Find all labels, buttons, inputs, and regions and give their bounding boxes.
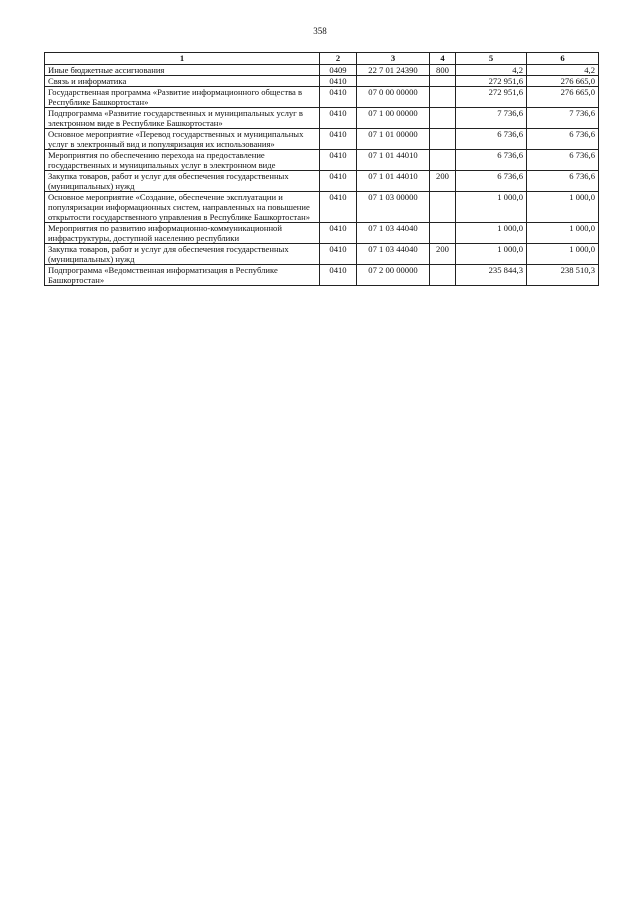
row-type <box>430 87 456 108</box>
row-name: Основное мероприятие «Создание, обеспечение эксплуатации и популяризации информационных систем, направленных на повышение открытости государственного управления в Республике Башкортостан» <box>45 192 320 223</box>
row-value-5: 235 844,3 <box>456 265 527 286</box>
row-section: 0410 <box>320 265 357 286</box>
row-type: 800 <box>430 65 456 76</box>
page-number: 358 <box>313 26 327 36</box>
row-value-6: 4,2 <box>527 65 599 76</box>
row-section: 0410 <box>320 192 357 223</box>
row-value-6: 1 000,0 <box>527 244 599 265</box>
row-type <box>430 108 456 129</box>
row-section: 0410 <box>320 171 357 192</box>
table-row <box>45 223 599 244</box>
row-target: 07 1 01 00000 <box>357 129 430 150</box>
row-name: Закупка товаров, работ и услуг для обеспечения государственных (муниципальных) нужд <box>45 244 320 265</box>
row-section: 0409 <box>320 65 357 76</box>
row-value-5: 4,2 <box>456 65 527 76</box>
table-row <box>45 265 599 286</box>
row-value-5: 272 951,6 <box>456 76 527 87</box>
row-target: 22 7 01 24390 <box>357 65 430 76</box>
header-cell-1: 1 <box>45 53 320 65</box>
row-name: Основное мероприятие «Перевод государственных и муниципальных услуг в электронный вид и популяризация их использования» <box>45 129 320 150</box>
row-value-6: 1 000,0 <box>527 192 599 223</box>
row-type <box>430 129 456 150</box>
row-name: Мероприятия по развитию информационно-коммуникационной инфраструктуры, доступной населению республики <box>45 223 320 244</box>
row-name: Закупка товаров, работ и услуг для обеспечения государственных (муниципальных) нужд <box>45 171 320 192</box>
row-target: 07 1 01 44010 <box>357 171 430 192</box>
budget-table <box>44 52 599 286</box>
row-value-5: 6 736,6 <box>456 129 527 150</box>
row-target: 07 1 03 44040 <box>357 223 430 244</box>
row-value-5: 6 736,6 <box>456 171 527 192</box>
row-name: Государственная программа «Развитие информационного общества в Республике Башкортостан» <box>45 87 320 108</box>
row-name: Подпрограмма «Ведомственная информатизация в Республике Башкортостан» <box>45 265 320 286</box>
row-type <box>430 150 456 171</box>
row-target: 07 1 01 44010 <box>357 150 430 171</box>
row-section: 0410 <box>320 129 357 150</box>
row-target: 07 1 00 00000 <box>357 108 430 129</box>
row-target <box>357 76 430 87</box>
row-value-5: 1 000,0 <box>456 223 527 244</box>
table-row <box>45 76 599 87</box>
row-value-6: 7 736,6 <box>527 108 599 129</box>
row-target: 07 1 03 44040 <box>357 244 430 265</box>
row-value-6: 6 736,6 <box>527 150 599 171</box>
row-type <box>430 265 456 286</box>
table-row <box>45 65 599 76</box>
header-cell-5: 5 <box>456 53 527 65</box>
row-type <box>430 192 456 223</box>
row-value-6: 238 510,3 <box>527 265 599 286</box>
table-row <box>45 150 599 171</box>
row-value-5: 6 736,6 <box>456 150 527 171</box>
table-row <box>45 192 599 223</box>
row-section: 0410 <box>320 150 357 171</box>
table-row <box>45 171 599 192</box>
row-value-6: 276 665,0 <box>527 76 599 87</box>
row-value-5: 272 951,6 <box>456 87 527 108</box>
row-name: Мероприятия по обеспечению перехода на предоставление государственных и муниципальных услуг в электронном виде <box>45 150 320 171</box>
header-cell-4: 4 <box>430 53 456 65</box>
table-row <box>45 244 599 265</box>
row-value-6: 1 000,0 <box>527 223 599 244</box>
row-name: Подпрограмма «Развитие государственных и муниципальных услуг в электронном виде в Республике Башкортостан» <box>45 108 320 129</box>
row-type <box>430 76 456 87</box>
header-cell-3: 3 <box>357 53 430 65</box>
row-target: 07 0 00 00000 <box>357 87 430 108</box>
row-section: 0410 <box>320 76 357 87</box>
row-section: 0410 <box>320 244 357 265</box>
row-section: 0410 <box>320 223 357 244</box>
row-type <box>430 223 456 244</box>
header-cell-2: 2 <box>320 53 357 65</box>
row-type: 200 <box>430 171 456 192</box>
row-value-6: 276 665,0 <box>527 87 599 108</box>
row-section: 0410 <box>320 87 357 108</box>
header-cell-6: 6 <box>527 53 599 65</box>
row-target: 07 1 03 00000 <box>357 192 430 223</box>
row-name: Иные бюджетные ассигнования <box>45 65 320 76</box>
row-type: 200 <box>430 244 456 265</box>
row-value-6: 6 736,6 <box>527 171 599 192</box>
row-value-5: 1 000,0 <box>456 244 527 265</box>
header-row <box>45 53 599 65</box>
row-value-6: 6 736,6 <box>527 129 599 150</box>
table-row <box>45 108 599 129</box>
row-target: 07 2 00 00000 <box>357 265 430 286</box>
row-name: Связь и информатика <box>45 76 320 87</box>
table-row <box>45 87 599 108</box>
table-row <box>45 129 599 150</box>
row-value-5: 1 000,0 <box>456 192 527 223</box>
row-section: 0410 <box>320 108 357 129</box>
row-value-5: 7 736,6 <box>456 108 527 129</box>
